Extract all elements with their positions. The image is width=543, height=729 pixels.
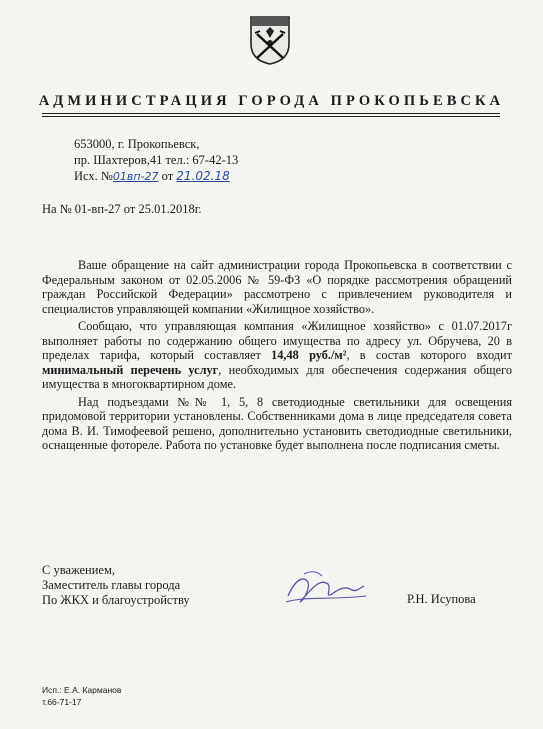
executor-name: Исп.: Е.А. Карманов [42, 685, 122, 695]
paragraph-2-part-1: Сообщаю, что управляющая компания «Жилищное хозяйство» с 01.07.2017г выполняет работы по содержанию общего имущества по адресу ул. Обручева, 20 в пределах тарифа, который составляет [42, 319, 512, 362]
paragraph-1: Ваше обращение на сайт администрации города Прокопьевска в соответствии с Федеральным законом от 02.05.2006 № 59-ФЗ «О порядке рассмотрения обращений граждан Российской Федерации» рассмотрено с привлечением руководителя и специалистов управляющей компании «Жилищное хозяйство». [42, 258, 512, 316]
tariff-value: 14,48 руб./м² [271, 348, 347, 362]
executor-phone: т.66-71-17 [42, 697, 82, 707]
org-title: АДМИНИСТРАЦИЯ ГОРОДА ПРОКОПЬЕВСКА [38, 93, 505, 109]
letter-body [42, 258, 512, 456]
outgoing-number: 01вп-27 [112, 170, 159, 183]
address-line-1: 653000, г. Прокопьевск, [74, 137, 200, 151]
signer-name: Р.Н. Исупова [407, 592, 476, 606]
handwritten-signature [282, 566, 368, 610]
header-rule [42, 113, 500, 114]
closing-salutation: С уважением, [42, 563, 115, 577]
paragraph-2-part-3: , необходимых для обеспечения содержания общего имущества в многоквартирном доме. [42, 362, 512, 391]
paragraph-2 [42, 319, 512, 392]
signer-position-line-1: Заместитель главы города [42, 578, 181, 592]
outgoing-number-line [74, 169, 230, 184]
header-rule-thin [42, 116, 500, 117]
outgoing-date: 21.02.18 [176, 169, 230, 183]
outgoing-date-prefix: от [161, 169, 174, 183]
paragraph-2-part-2: , в состав которого входит [346, 348, 512, 362]
signer-position-line-2: По ЖКХ и благоустройству [42, 593, 190, 607]
minimum-services-list: минимальный перечень услуг [42, 362, 219, 377]
paragraph-3: Над подъездами №№ 1, 5, 8 светодиодные светильники для освещения придомовой территории установлены. Собственниками дома в лице председателя совета дома В. И. Тимофеевой решено, дополнительно установить светодиодные светильники, оснащенные фотореле. Работа по установке будет выполнена после подписания сметы. [42, 394, 512, 452]
city-coat-of-arms-icon [248, 14, 292, 66]
outgoing-prefix: Исх. № [74, 169, 113, 183]
address-line-2: пр. Шахтеров,41 тел.: 67-42-13 [74, 153, 239, 167]
reference-line: На № 01-вп-27 от 25.01.2018г. [42, 202, 202, 216]
